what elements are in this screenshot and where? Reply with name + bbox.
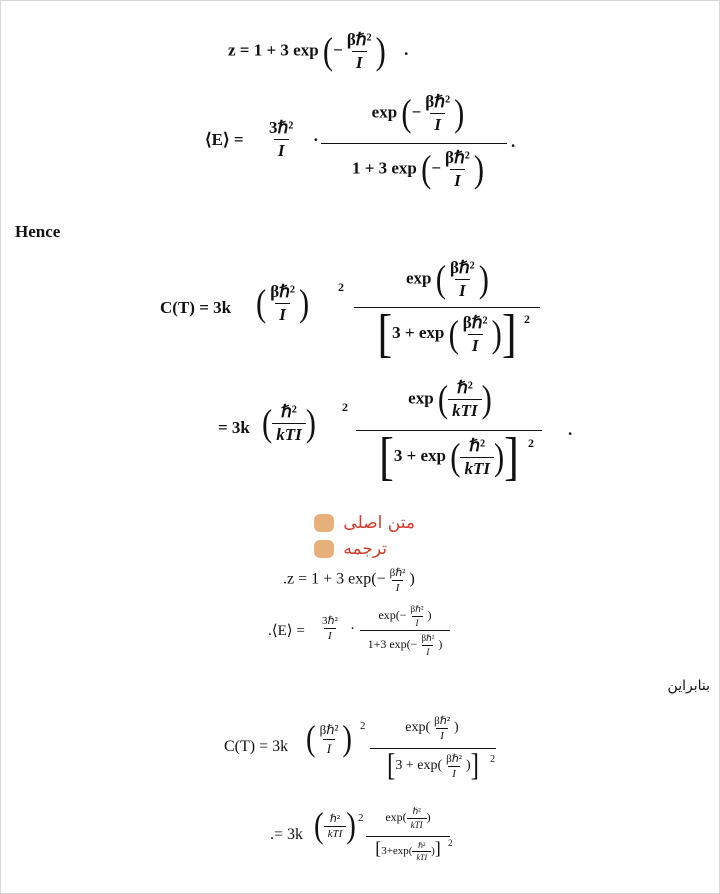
fraction <box>412 841 431 862</box>
numerator: βℏ² <box>445 148 470 167</box>
denominator: I <box>436 728 448 742</box>
equation-energy <box>205 92 535 202</box>
denominator: I <box>352 51 367 73</box>
fraction <box>460 436 494 479</box>
equation-lhs: .= 3k <box>270 826 304 843</box>
fraction <box>316 722 343 757</box>
numerator: ℏ² <box>412 806 421 816</box>
fraction <box>324 812 347 840</box>
numerator: βℏ² <box>462 312 488 332</box>
fraction <box>446 258 479 301</box>
fraction <box>421 92 454 135</box>
denominator-prefix: 3+exp( <box>381 845 413 857</box>
fraction <box>343 30 376 73</box>
equation-lhs: C(T) = 3k <box>224 738 289 755</box>
numerator: βℏ² <box>421 633 435 643</box>
translation-equation-z <box>283 566 415 594</box>
original-label: متن اصلی <box>343 513 415 533</box>
fraction <box>266 282 299 325</box>
denominator: I <box>450 169 465 191</box>
original-label-row <box>310 510 430 536</box>
denominator: I <box>392 580 404 594</box>
equation-heat-capacity-1: C(T) = 3k ( $\frac{\text{βℏ²}}{I}$ ) 2 exp ( $\frac{\text{βℏ²}}{I}$ ) [3 + exp ( $\frac{\text{βℏ²}}{I}$ )] 2 <box>160 254 560 374</box>
outer-exponent: 2 <box>448 838 453 848</box>
equation-heat-capacity-2: = 3k ( $\frac{\text{ℏ²}}{\text{kTI}}$ ) 2 exp ( $\frac{\text{ℏ²}}{\text{kTI}}$ ) [3 + exp ( $\frac{\text{ℏ²}}{\text{kTI}}$ )] 2 . <box>218 377 573 486</box>
translation-equation-energy <box>268 604 468 664</box>
exp-label: exp <box>408 388 434 408</box>
energy-denominator: 1 + 3 exp (− $\frac{\text{βℏ²}}{I}$ ) <box>351 147 485 191</box>
close-paren: ) <box>427 607 432 622</box>
fraction <box>272 402 306 445</box>
dot-operator: · <box>313 130 319 149</box>
fraction <box>442 752 466 780</box>
point-up-hand-icon <box>314 514 334 532</box>
numerator: βℏ² <box>410 604 424 614</box>
numerator: 3ℏ² <box>269 118 294 137</box>
numerator: βℏ² <box>270 282 296 301</box>
exp-label: exp <box>371 102 398 122</box>
denominator: kTI <box>407 818 427 830</box>
exponent: 2 <box>360 720 366 732</box>
equation-z: z = 1 + 3 exp (− $\frac{\text{βℏ²}}{I}$ ) . <box>228 29 409 73</box>
fraction-bar <box>321 143 507 144</box>
translation-label: ترجمه <box>343 539 387 559</box>
exponent: 2 <box>358 812 364 824</box>
numerator: 3ℏ² <box>322 615 338 627</box>
denominator: I <box>468 334 483 356</box>
denominator: kTI <box>272 423 306 445</box>
period: . <box>404 40 409 60</box>
heat-denominator: [3 + exp( $\frac{\text{βℏ²}}{I}$ )] <box>386 748 480 783</box>
heat-denominator: [3+exp( $\frac{\text{ℏ²}}{\text{kTI}}$ )] <box>375 838 441 862</box>
minus-sign: − <box>411 102 422 122</box>
translation-equation-heat-capacity-1: C(T) = 3k ( $\frac{\text{βℏ²}}{I}$ ) 2 exp( $\frac{\text{βℏ²}}{I}$ ) [3 + exp( $\frac{\text{βℏ²}}{I}$ )] 2 <box>224 715 495 783</box>
numerator: ℏ² <box>418 840 426 850</box>
denominator-prefix: 1+3 exp(− <box>367 636 418 651</box>
denominator-prefix: 3 + exp( <box>395 758 443 774</box>
equation-suffix: ) <box>409 570 415 588</box>
heat-denominator: [3 + exp ( $\frac{\text{βℏ²}}{I}$ )] <box>377 303 517 363</box>
equation-lhs: = 3k <box>218 418 250 437</box>
fraction-bar <box>366 836 450 837</box>
fraction <box>417 633 438 657</box>
numerator: βℏ² <box>319 722 339 737</box>
translation-hence-label: بنابراین <box>667 678 710 694</box>
denominator: I <box>430 113 445 135</box>
fraction <box>430 714 454 742</box>
denominator: I <box>455 279 470 301</box>
numerator: ℏ² <box>456 378 473 397</box>
close-paren: ) <box>454 720 459 736</box>
energy-numerator <box>360 604 450 628</box>
point-down-hand-icon <box>314 540 334 558</box>
numerator: βℏ² <box>346 30 372 49</box>
denominator: kTI <box>448 399 482 421</box>
translation-equation-heat-capacity-2: .= 3k ( $\frac{\text{ℏ²}}{\text{kTI}}$ ) 2 exp( $\frac{\text{ℏ²}}{\text{kTI}}$ ) [3+exp( $\frac{\text{ℏ²}}{\text{kTI}}$ )] 2 <box>270 805 453 862</box>
numerator: βℏ² <box>434 715 451 727</box>
period: . <box>511 132 516 151</box>
denominator: I <box>275 303 290 325</box>
denominator: I <box>274 139 289 161</box>
minus-sign: − <box>431 158 442 178</box>
denominator: I <box>324 628 336 642</box>
numerator: βℏ² <box>446 753 462 765</box>
minus-sign: − <box>333 40 343 60</box>
fraction <box>441 148 474 191</box>
heat-denominator: [3 + exp ( $\frac{\text{ℏ²}}{\text{kTI}}$ )] <box>379 426 519 486</box>
coefficient-fraction <box>265 118 297 161</box>
heat-numerator: exp ( $\frac{\text{ℏ²}}{\text{kTI}}$ ) <box>408 377 492 421</box>
heat-numerator <box>368 806 448 830</box>
outer-exponent: 2 <box>528 436 534 450</box>
exponent: 2 <box>342 400 348 414</box>
equation-lhs: C(T) = 3k <box>160 298 232 317</box>
heat-numerator: exp ( $\frac{\text{βℏ²}}{I}$ ) <box>406 257 489 301</box>
denominator: kTI <box>324 826 347 840</box>
equation-lhs: .⟨E⟩ = <box>268 623 305 639</box>
coefficient-fraction <box>318 614 342 642</box>
fraction <box>448 378 482 421</box>
fraction-bar <box>360 630 450 631</box>
numerator: βℏ² <box>425 92 451 111</box>
translation-label-row <box>310 536 430 562</box>
energy-denominator <box>360 633 450 657</box>
denominator: kTI <box>412 851 431 862</box>
equation-z-lhs: z = 1 + 3 exp <box>228 40 319 60</box>
denominator: I <box>422 645 433 657</box>
denominator: I <box>448 766 460 780</box>
numerator: βℏ² <box>389 567 406 579</box>
equation-prefix: .z = 1 + 3 exp(− <box>283 570 386 588</box>
outer-exponent: 2 <box>490 754 495 765</box>
close-paren: ) <box>431 845 435 857</box>
hence-label: Hence <box>15 222 61 241</box>
fraction <box>407 806 427 830</box>
translation-note <box>310 510 430 562</box>
heat-numerator <box>372 714 492 742</box>
fraction <box>386 566 410 594</box>
exponent: 2 <box>338 280 344 294</box>
numerator-prefix: exp( <box>385 809 407 824</box>
outer-exponent: 2 <box>524 312 530 326</box>
denominator: I <box>323 739 335 757</box>
dot-operator: · <box>350 621 355 637</box>
fraction <box>407 604 428 628</box>
numerator: ℏ² <box>469 435 486 455</box>
period: . <box>568 420 573 439</box>
numerator: ℏ² <box>329 813 341 826</box>
close-paren: ) <box>438 636 443 651</box>
denominator: I <box>412 616 423 628</box>
fraction <box>459 313 492 356</box>
energy-numerator: exp (− $\frac{\text{βℏ²}}{I}$ ) <box>371 91 465 135</box>
close-paren: ) <box>426 809 431 824</box>
denominator-prefix: 3 + exp <box>393 446 447 466</box>
numerator: βℏ² <box>449 258 475 277</box>
numerator-prefix: exp( <box>405 720 431 736</box>
denominator-prefix: 1 + 3 exp <box>351 158 417 178</box>
numerator: ℏ² <box>281 402 297 421</box>
denominator-prefix: 3 + exp <box>392 323 445 343</box>
denominator: kTI <box>460 457 494 479</box>
equation-energy-lhs: ⟨E⟩ = <box>205 130 244 149</box>
numerator-prefix: exp(− <box>378 607 407 622</box>
close-paren: ) <box>465 758 471 774</box>
exp-label: exp <box>406 268 432 288</box>
